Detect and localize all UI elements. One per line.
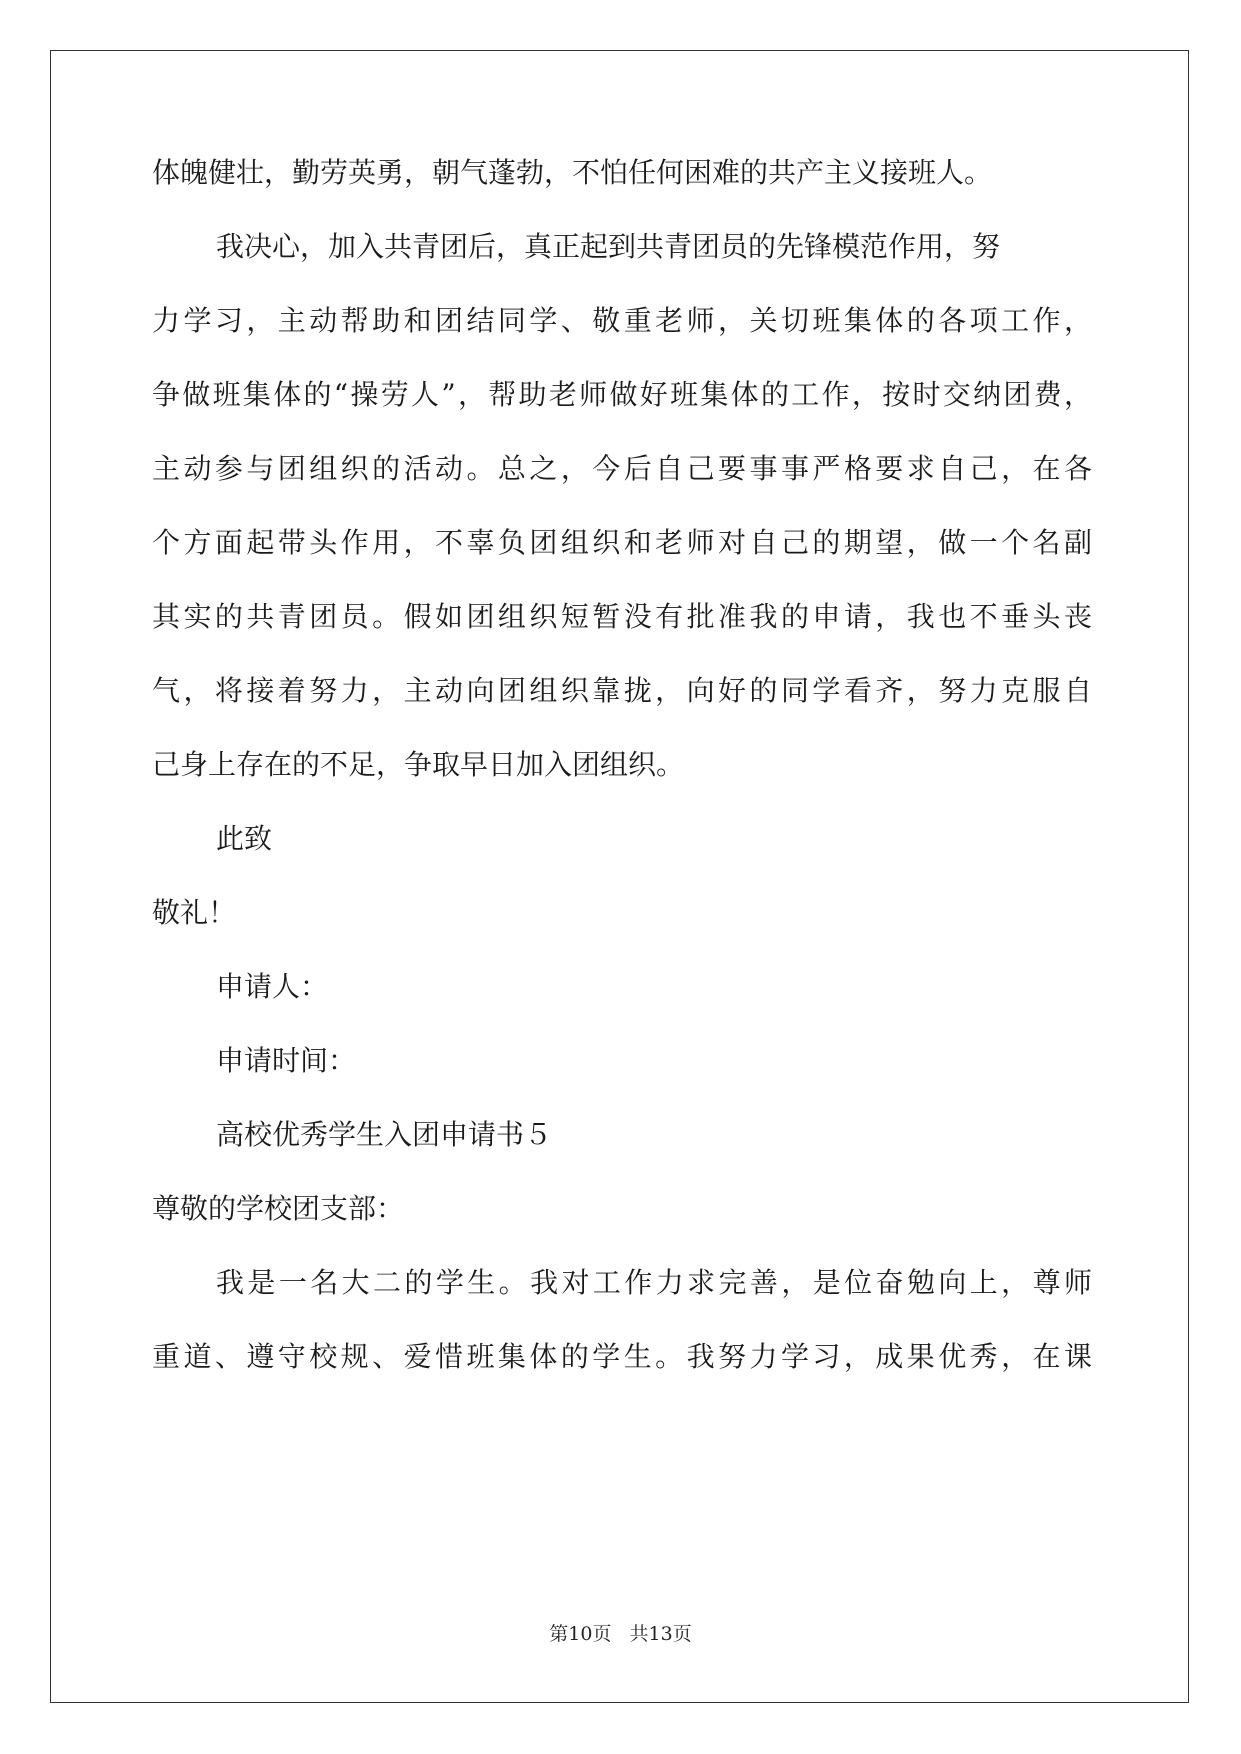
text-line: 主动参与团组织的活动。总之，今后自己要事事严格要求自己，在各: [152, 452, 1092, 485]
application-date-label: 申请时间：: [216, 1044, 357, 1077]
text-line: 气，将接着努力，主动向团组织靠拢，向好的同学看齐，努力克服自: [152, 674, 1092, 707]
text-line: 个方面起带头作用，不辜负团组织和老师对自己的期望，做一个名副: [152, 526, 1092, 559]
text-line: 争做班集体的“操劳人”，帮助老师做好班集体的工作，按时交纳团费，: [152, 378, 1092, 411]
closing-respect: 敬礼！: [152, 896, 237, 929]
paragraph-start-line: 我是一名大二的学生。我对工作力求完善，是位奋勉向上，尊师: [216, 1266, 1092, 1299]
text-line: 体魄健壮，勤劳英勇，朝气蓬勃，不怕任何困难的共产主义接班人。: [152, 156, 993, 189]
applicant-label: 申请人：: [216, 970, 329, 1003]
paragraph-start-line: 我决心，加入共青团后，真正起到共青团员的先锋模范作用，努: [216, 230, 1001, 263]
text-line: 己身上存在的不足，争取早日加入团组织。: [152, 748, 685, 781]
page-border: [50, 50, 1189, 1703]
page-total: 共13页: [629, 1623, 692, 1645]
page-footer: [0, 1622, 1241, 1646]
text-line: 重道、遵守校规、爱惜班集体的学生。我努力学习，成果优秀，在课: [152, 1340, 1092, 1373]
closing-salutation: 此致: [216, 822, 273, 855]
text-line: 其实的共青团员。假如团组织短暂没有批准我的申请，我也不垂头丧: [152, 600, 1092, 633]
section-heading: 高校优秀学生入团申请书５: [216, 1118, 553, 1151]
letter-greeting: 尊敬的学校团支部：: [152, 1192, 405, 1225]
page-number: 第10页: [549, 1623, 612, 1645]
text-line: 力学习，主动帮助和团结同学、敬重老师，关切班集体的各项工作，: [152, 304, 1092, 337]
